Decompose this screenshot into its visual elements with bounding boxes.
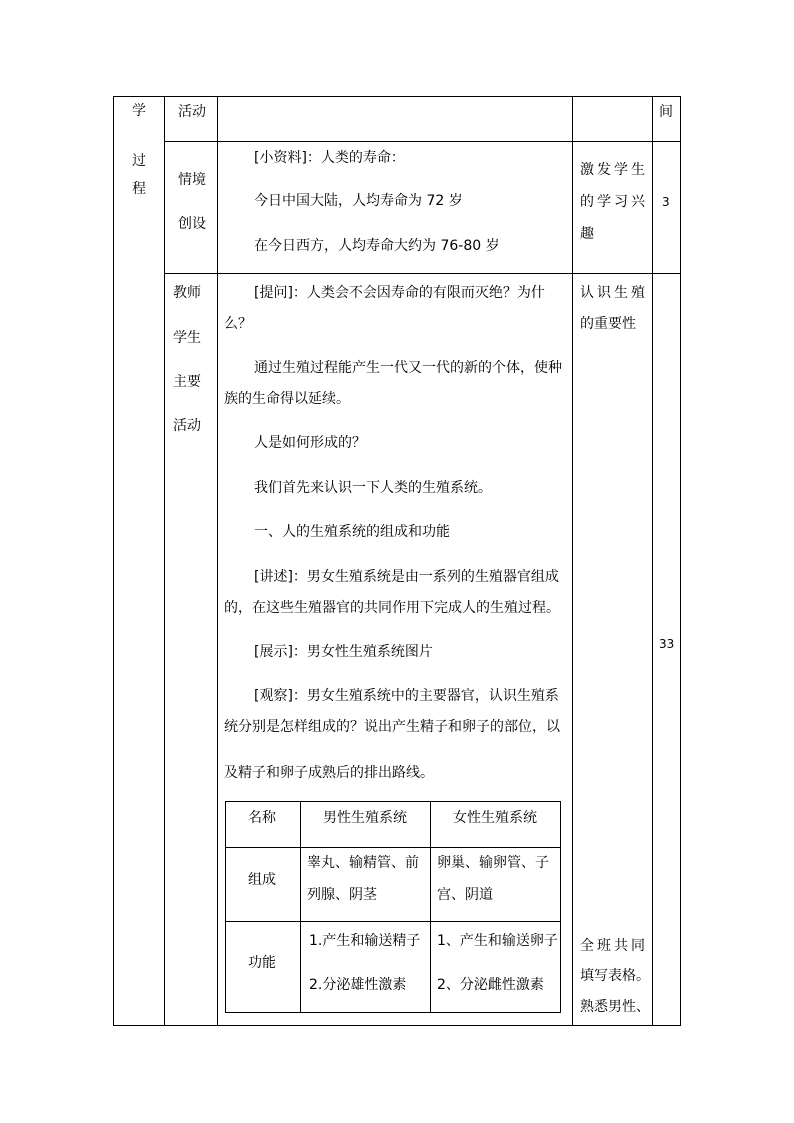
inner-row-composition-male-line-2: 列腺、阴茎 <box>307 887 377 903</box>
inner-header-male: 男性生殖系统 <box>323 810 407 826</box>
row2-purpose-top-line-2: 的重要性 <box>580 316 636 332</box>
row2-label-line-1: 教师 <box>173 285 201 301</box>
row2-content-line-1: [提问]：人类会不会因寿命的有限而灭绝？为什 <box>254 285 545 301</box>
row2-time: 33 <box>659 637 675 651</box>
row2-content-line-4: 族的生命得以延续。 <box>224 391 350 407</box>
inner-row-composition-female-line-1: 卵巢、输卵管、子 <box>437 855 549 871</box>
row2-content-line-12: 统分别是怎样组成的？说出产生精子和卵子的部位，以 <box>224 719 560 735</box>
header-activity: 活动 <box>178 104 206 120</box>
inner-row-function-name: 功能 <box>248 955 276 971</box>
inner-row-function-male-line-1: 1.产生和输送精子 <box>309 933 421 949</box>
row2-content-line-9: 的，在这些生殖器官的共同作用下完成人的生殖过程。 <box>224 600 560 616</box>
row1-content-line-3: 在今日西方，人均寿命大约为 76-80 岁 <box>254 238 500 254</box>
row1-purpose-line-3: 趣 <box>580 226 594 242</box>
row2-label-line-2: 学生 <box>173 330 201 346</box>
row2-purpose-top-line-1: 认识生殖 <box>580 285 648 301</box>
row2-content-line-3: 通过生殖过程能产生一代又一代的新的个体，使种 <box>254 360 562 376</box>
row1-content-line-1: [小资料]：人类的寿命： <box>254 150 405 166</box>
row2-content-line-7: 一、人的生殖系统的组成和功能 <box>254 524 450 540</box>
inner-header-name: 名称 <box>248 810 276 826</box>
inner-row-function-male-line-2: 2.分泌雄性激素 <box>309 977 407 993</box>
row2-content-line-5: 人是如何形成的？ <box>254 435 366 451</box>
inner-row-composition-female-line-2: 宫、阴道 <box>437 887 493 903</box>
row2-content-line-2: 么？ <box>224 316 252 332</box>
inner-row-function-female-line-2: 2、分泌雌性激素 <box>437 977 544 993</box>
row2-purpose-bottom-line-1: 全班共同 <box>580 938 648 954</box>
left-col-char-1: 学 <box>132 103 146 119</box>
inner-row-function-female-line-1: 1、产生和输送卵子 <box>437 933 558 949</box>
row1-purpose-line-2: 的学习兴 <box>580 194 648 210</box>
row2-purpose-bottom-line-3: 熟悉男性、 <box>580 999 650 1015</box>
row1-time: 3 <box>662 195 670 209</box>
left-col-char-3: 程 <box>132 181 146 197</box>
row2-content-line-6: 我们首先来认识一下人类的生殖系统。 <box>254 480 492 496</box>
row1-label-line-2: 创设 <box>178 216 206 232</box>
left-col-char-2: 过 <box>132 153 146 169</box>
row1-purpose-line-1: 激发学生 <box>580 162 648 178</box>
row2-content-line-10: [展示]：男女性生殖系统图片 <box>254 644 433 660</box>
row2-purpose-bottom-line-2: 填写表格。 <box>580 968 650 984</box>
inner-row-composition-name: 组成 <box>248 872 276 888</box>
row1-content-line-2: 今日中国大陆，人均寿命为 72 岁 <box>254 193 463 209</box>
header-time: 间 <box>659 104 673 120</box>
row2-label-line-4: 活动 <box>173 418 201 434</box>
row2-content-line-11: [观察]：男女生殖系统中的主要器官，认识生殖系 <box>254 688 559 704</box>
row2-content-line-8: [讲述]：男女生殖系统是由一系列的生殖器官组成 <box>254 569 559 585</box>
row2-content-line-13: 及精子和卵子成熟后的排出路线。 <box>224 765 434 781</box>
row2-label-line-3: 主要 <box>173 374 201 390</box>
inner-row-composition-male-line-1: 睾丸、输精管、前 <box>307 855 419 871</box>
row1-label-line-1: 情境 <box>178 172 206 188</box>
inner-header-female: 女性生殖系统 <box>453 810 537 826</box>
